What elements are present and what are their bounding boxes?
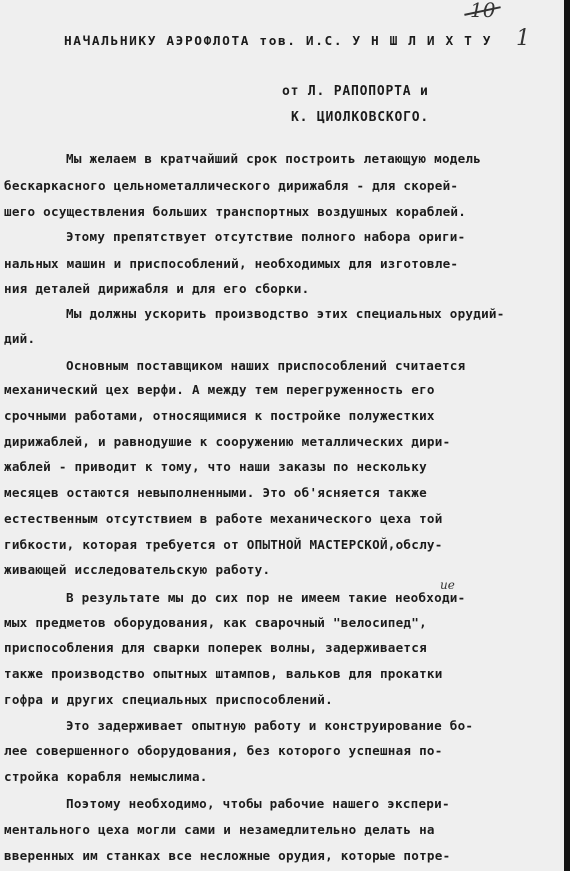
handwritten-insertion: ие [440,578,455,592]
body-line: лее совершенного оборудования, без которого успешная по- [4,743,443,758]
page-number: 1 [516,26,530,51]
body-line: механический цех верфи. А между тем перегруженность его [4,382,435,397]
body-line: живающей исследовательскую работу. [4,562,271,577]
addressee-heading: НАЧАЛЬНИКУ АЭРОФЛОТА тов. И.С. У Н Ш Л И Х Т У [64,34,493,49]
body-line: стройка корабля немыслима. [4,769,208,784]
body-line: приспособления для сварки поперек волны, задерживается [4,640,427,655]
body-line: мых предметов оборудования, как сварочный "велосипед", [4,615,427,630]
body-line: дий. [4,331,36,346]
sender-line-1: от Л. РАПОПОРТА и [282,84,429,99]
body-line: Мы желаем в кратчайший срок построить летающую модель [66,151,482,166]
body-line: Мы должны ускорить производство этих специальных орудий- [66,306,505,321]
body-line: ния деталей дирижабля и для его сборки. [4,281,310,296]
body-line: Этому препятствует отсутствие полного набора ориги- [66,229,466,244]
body-line: Основным поставщиком наших приспособлений считается [66,358,466,373]
sender-line-2: К. ЦИОЛКОВСКОГО. [291,110,430,125]
body-line: вверенных им станках все несложные орудия, которые потре- [4,848,451,863]
crossed-out-number: 10 [470,0,496,22]
body-line: нальных машин и приспособлений, необходимых для изготовле- [4,256,459,271]
body-line: Поэтому необходимо, чтобы рабочие нашего экспери- [66,796,450,811]
body-line: дирижаблей, и равнодушие к сооружению металлических дири- [4,434,451,449]
body-line: бескаркасного цельнометаллического дирижабля - для скорей- [4,178,459,193]
body-line: жаблей - приводит к тому, что наши заказы по нескольку [4,459,427,474]
body-line: гофра и других специальных приспособлений. [4,692,333,707]
body-line: месяцев остаются невыполненными. Это об'ясняется также [4,485,427,500]
body-line: Это задерживает опытную работу и конструирование бо- [66,718,474,733]
body-line: естественным отсутствием в работе механического цеха той [4,511,443,526]
body-line: также производство опытных штампов, вальков для прокатки [4,666,443,681]
body-line: шего осуществления больших транспортных воздушных кораблей. [4,204,467,219]
body-line: срочными работами, относящимися к постройке полужестких [4,408,435,423]
body-line: гибкости, которая требуется от ОПЫТНОЙ МАСТЕРСКОЙ,обслу- [4,537,443,552]
body-line: ментального цеха могли сами и незамедлительно делать на [4,822,435,837]
body-line: В результате мы до сих пор не имеем такие необходи- [66,590,466,605]
